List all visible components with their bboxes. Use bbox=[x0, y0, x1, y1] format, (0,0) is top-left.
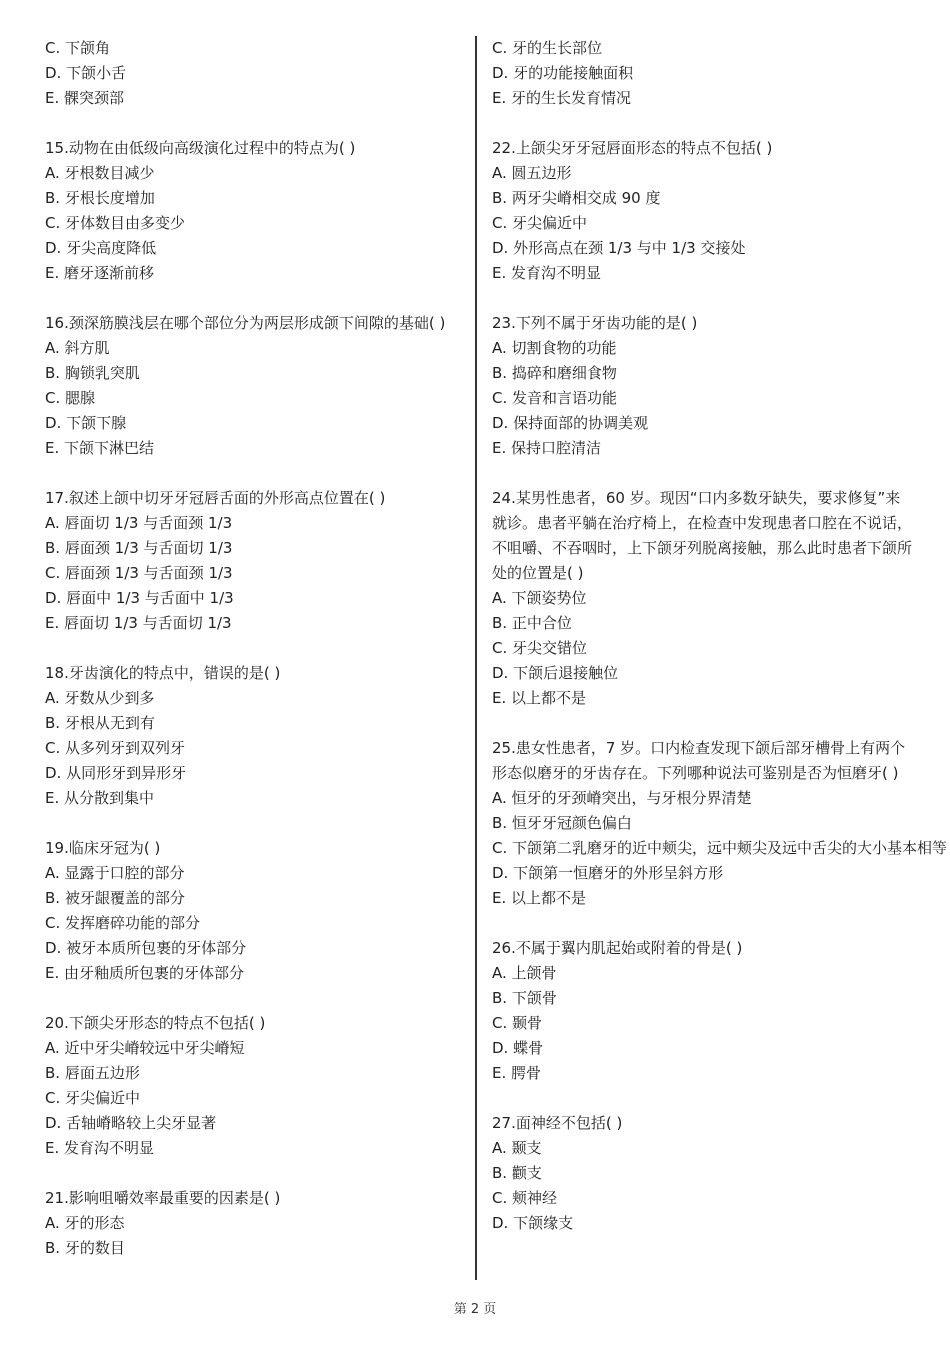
answer-option: B. 正中合位 bbox=[492, 614, 572, 632]
answer-option: D. 保持面部的协调美观 bbox=[492, 414, 649, 432]
answer-option: D. 蝶骨 bbox=[492, 1039, 544, 1057]
question-block bbox=[45, 1186, 465, 1261]
answer-option: B. 牙的数目 bbox=[45, 1239, 125, 1257]
question-stem: 27.面神经不包括( ) bbox=[492, 1114, 623, 1132]
answer-option: E. 发育沟不明显 bbox=[492, 264, 602, 282]
answer-option: A. 显露于口腔的部分 bbox=[45, 864, 185, 882]
question-block bbox=[45, 136, 465, 286]
answer-option: D. 外形高点在颈 1/3 与中 1/3 交接处 bbox=[492, 239, 746, 257]
page-number: 第 2 页 bbox=[453, 1302, 497, 1317]
answer-option: E. 髁突颈部 bbox=[45, 89, 125, 107]
answer-option: D. 下颌后退接触位 bbox=[492, 664, 619, 682]
answer-option: B. 胸锁乳突肌 bbox=[45, 364, 140, 382]
answer-option: B. 下颌骨 bbox=[492, 989, 557, 1007]
question-stem: 16.颈深筋膜浅层在哪个部位分为两层形成颌下间隙的基础( ) bbox=[45, 314, 446, 332]
answer-option: B. 捣碎和磨细食物 bbox=[492, 364, 617, 382]
question-stem: 24.某男性患者，60 岁。现因“口内多数牙缺失，要求修复”来就诊。患者平躺在治疗椅上，在检查中发现患者口腔在不说话，不咀嚼、不吞咽时，上下颌牙列脱离接触，那么此时患者下颌所处的位置是( ) bbox=[492, 489, 913, 582]
answer-option: A. 颞支 bbox=[492, 1139, 542, 1157]
question-block bbox=[492, 136, 912, 286]
question-block bbox=[45, 311, 465, 461]
answer-option: B. 唇面五边形 bbox=[45, 1064, 140, 1082]
question-block bbox=[492, 936, 912, 1086]
question-stem: 22.上颌尖牙牙冠唇面形态的特点不包括( ) bbox=[492, 139, 773, 157]
answer-option: C. 腮腺 bbox=[45, 389, 96, 407]
question-block bbox=[492, 36, 912, 111]
question-stem: 25.患女性患者，7 岁。口内检查发现下颌后部牙槽骨上有两个形态似磨牙的牙齿存在。下列哪种说法可鉴别是否为恒磨牙( ) bbox=[492, 739, 906, 782]
answer-option: D. 下颌缘支 bbox=[492, 1214, 574, 1232]
answer-option: B. 唇面颈 1/3 与舌面切 1/3 bbox=[45, 539, 233, 557]
question-block bbox=[45, 1011, 465, 1161]
question-block bbox=[45, 836, 465, 986]
answer-option: B. 牙根从无到有 bbox=[45, 714, 155, 732]
answer-option: E. 腭骨 bbox=[492, 1064, 542, 1082]
question-block bbox=[492, 1111, 912, 1236]
answer-option: A. 圆五边形 bbox=[492, 164, 572, 182]
answer-option: C. 牙尖交错位 bbox=[492, 639, 588, 657]
answer-option: D. 从同形牙到异形牙 bbox=[45, 764, 187, 782]
question-block bbox=[45, 36, 465, 111]
answer-option: C. 下颌第二乳磨牙的近中颊尖，远中颊尖及远中舌尖的大小基本相等 bbox=[492, 839, 948, 857]
answer-option: D. 牙的功能接触面积 bbox=[492, 64, 634, 82]
answer-option: E. 保持口腔清洁 bbox=[492, 439, 602, 457]
answer-option: A. 牙数从少到多 bbox=[45, 689, 155, 707]
question-block bbox=[492, 311, 912, 461]
answer-option: A. 近中牙尖嵴较远中牙尖嵴短 bbox=[45, 1039, 245, 1057]
answer-option: E. 以上都不是 bbox=[492, 689, 587, 707]
question-stem: 23.下列不属于牙齿功能的是( ) bbox=[492, 314, 698, 332]
answer-option: A. 牙的形态 bbox=[45, 1214, 125, 1232]
answer-option: B. 牙根长度增加 bbox=[45, 189, 155, 207]
answer-option: B. 恒牙牙冠颜色偏白 bbox=[492, 814, 632, 832]
question-stem: 19.临床牙冠为( ) bbox=[45, 839, 161, 857]
left-column bbox=[45, 36, 465, 1261]
question-stem: 17.叙述上颌中切牙牙冠唇舌面的外形高点位置在( ) bbox=[45, 489, 386, 507]
answer-option: C. 牙尖偏近中 bbox=[492, 214, 588, 232]
column-divider bbox=[475, 36, 477, 1280]
answer-option: D. 下颌下腺 bbox=[45, 414, 127, 432]
answer-option: C. 唇面颈 1/3 与舌面颈 1/3 bbox=[45, 564, 233, 582]
answer-option: E. 发育沟不明显 bbox=[45, 1139, 155, 1157]
answer-option: C. 颊神经 bbox=[492, 1189, 558, 1207]
answer-option: E. 以上都不是 bbox=[492, 889, 587, 907]
question-stem: 26.不属于翼内肌起始或附着的骨是( ) bbox=[492, 939, 743, 957]
answer-option: D. 唇面中 1/3 与舌面中 1/3 bbox=[45, 589, 234, 607]
question-stem: 15.动物在由低级向高级演化过程中的特点为( ) bbox=[45, 139, 356, 157]
answer-option: E. 牙的生长发育情况 bbox=[492, 89, 632, 107]
answer-option: E. 唇面切 1/3 与舌面切 1/3 bbox=[45, 614, 232, 632]
answer-option: C. 发音和言语功能 bbox=[492, 389, 618, 407]
answer-option: C. 牙的生长部位 bbox=[492, 39, 603, 57]
question-block bbox=[45, 661, 465, 811]
answer-option: A. 唇面切 1/3 与舌面颈 1/3 bbox=[45, 514, 233, 532]
answer-option: D. 牙尖高度降低 bbox=[45, 239, 157, 257]
answer-option: C. 从多列牙到双列牙 bbox=[45, 739, 186, 757]
question-block bbox=[45, 486, 465, 636]
answer-option: E. 下颌下淋巴结 bbox=[45, 439, 155, 457]
question-stem: 18.牙齿演化的特点中，错误的是( ) bbox=[45, 664, 281, 682]
answer-option: C. 牙体数目由多变少 bbox=[45, 214, 186, 232]
answer-option: C. 下颌角 bbox=[45, 39, 111, 57]
answer-option: D. 舌轴嵴略较上尖牙显著 bbox=[45, 1114, 217, 1132]
answer-option: D. 被牙本质所包裹的牙体部分 bbox=[45, 939, 247, 957]
answer-option: E. 由牙釉质所包裹的牙体部分 bbox=[45, 964, 245, 982]
answer-option: A. 切割食物的功能 bbox=[492, 339, 617, 357]
answer-option: C. 颞骨 bbox=[492, 1014, 543, 1032]
answer-option: B. 两牙尖嵴相交成 90 度 bbox=[492, 189, 661, 207]
answer-option: A. 恒牙的牙颈嵴突出，与牙根分界清楚 bbox=[492, 789, 752, 807]
question-block bbox=[492, 736, 948, 911]
answer-option: A. 下颌姿势位 bbox=[492, 589, 587, 607]
answer-option: A. 斜方肌 bbox=[45, 339, 110, 357]
answer-option: A. 牙根数目减少 bbox=[45, 164, 155, 182]
right-column bbox=[492, 36, 948, 1236]
answer-option: E. 磨牙逐渐前移 bbox=[45, 264, 155, 282]
answer-option: B. 颧支 bbox=[492, 1164, 542, 1182]
answer-option: C. 牙尖偏近中 bbox=[45, 1089, 141, 1107]
question-stem: 20.下颌尖牙形态的特点不包括( ) bbox=[45, 1014, 266, 1032]
answer-option: D. 下颌第一恒磨牙的外形呈斜方形 bbox=[492, 864, 724, 882]
answer-option: E. 从分散到集中 bbox=[45, 789, 155, 807]
answer-option: B. 被牙龈覆盖的部分 bbox=[45, 889, 185, 907]
question-block bbox=[492, 486, 912, 711]
answer-option: D. 下颌小舌 bbox=[45, 64, 127, 82]
answer-option: A. 上颌骨 bbox=[492, 964, 557, 982]
question-stem: 21.影响咀嚼效率最重要的因素是( ) bbox=[45, 1189, 281, 1207]
answer-option: C. 发挥磨碎功能的部分 bbox=[45, 914, 201, 932]
